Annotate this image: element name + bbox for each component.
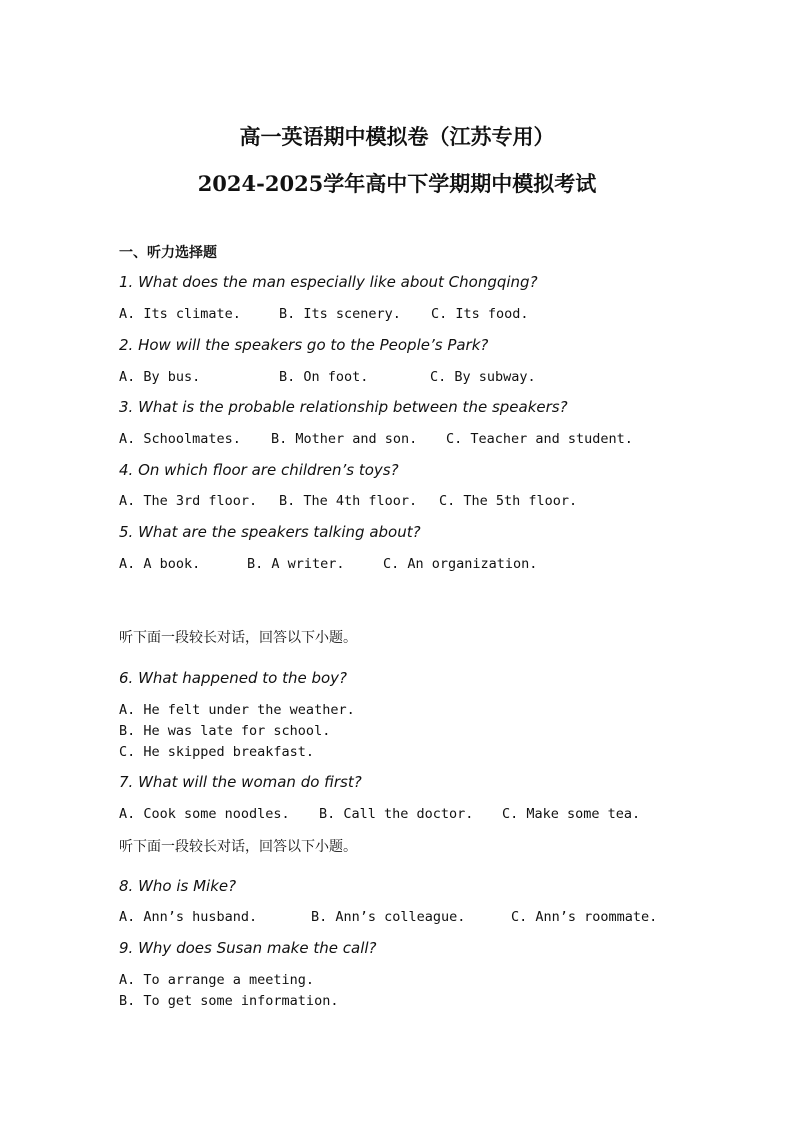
question-8: 8. Who is Mike? — [119, 877, 237, 895]
option-a: A. Schoolmates. — [119, 431, 241, 447]
option-b: B. Its scenery. — [279, 306, 401, 322]
option-c: C. Make some tea. — [502, 806, 641, 822]
option-b: B. The 4th floor. — [279, 493, 418, 509]
option-b: B. Call the doctor. — [319, 806, 474, 822]
question-7: 7. What will the woman do first? — [119, 773, 362, 791]
option-b: B. He was late for school. — [119, 723, 331, 739]
option-c: C. Teacher and student. — [446, 431, 633, 447]
question-3: 3. What is the probable relationship between the speakers? — [119, 398, 568, 416]
option-a: A. He felt under the weather. — [119, 702, 355, 718]
question-2: 2. How will the speakers go to the People’s Park? — [119, 336, 489, 354]
option-c: C. An organization. — [383, 556, 538, 572]
question-4: 4. On which floor are children’s toys? — [119, 461, 399, 479]
exam-title: 高一英语期中模拟卷（江苏专用） — [239, 124, 555, 149]
option-b: B. Mother and son. — [271, 431, 418, 447]
question-6: 6. What happened to the boy? — [119, 669, 348, 687]
option-a: A. Its climate. — [119, 306, 241, 322]
option-c: C. He skipped breakfast. — [119, 744, 315, 760]
option-c: C. The 5th floor. — [439, 493, 578, 509]
option-b: B. Ann’s colleague. — [311, 909, 466, 925]
question-9: 9. Why does Susan make the call? — [119, 939, 377, 957]
section-heading-listening: 一、听力选择题 — [119, 245, 217, 261]
option-c: C. Ann’s roommate. — [511, 909, 658, 925]
option-a: A. Ann’s husband. — [119, 909, 258, 925]
option-c: C. By subway. — [430, 369, 536, 385]
option-b: B. On foot. — [279, 369, 369, 385]
instruction-long-dialogue: 听下面一段较长对话，回答以下小题。 — [119, 630, 357, 646]
option-a: A. By bus. — [119, 369, 201, 385]
option-b: B. A writer. — [247, 556, 345, 572]
option-c: C. Its food. — [431, 306, 529, 322]
option-a: A. Cook some noodles. — [119, 806, 290, 822]
exam-subtitle: 2024-2025学年高中下学期期中模拟考试 — [197, 171, 597, 196]
question-5: 5. What are the speakers talking about? — [119, 523, 421, 541]
option-a: A. A book. — [119, 556, 201, 572]
option-a: A. The 3rd floor. — [119, 493, 258, 509]
option-a: A. To arrange a meeting. — [119, 972, 315, 988]
question-1: 1. What does the man especially like about Chongqing? — [119, 273, 538, 291]
option-b: B. To get some information. — [119, 993, 339, 1009]
instruction-long-dialogue: 听下面一段较长对话，回答以下小题。 — [119, 839, 357, 855]
